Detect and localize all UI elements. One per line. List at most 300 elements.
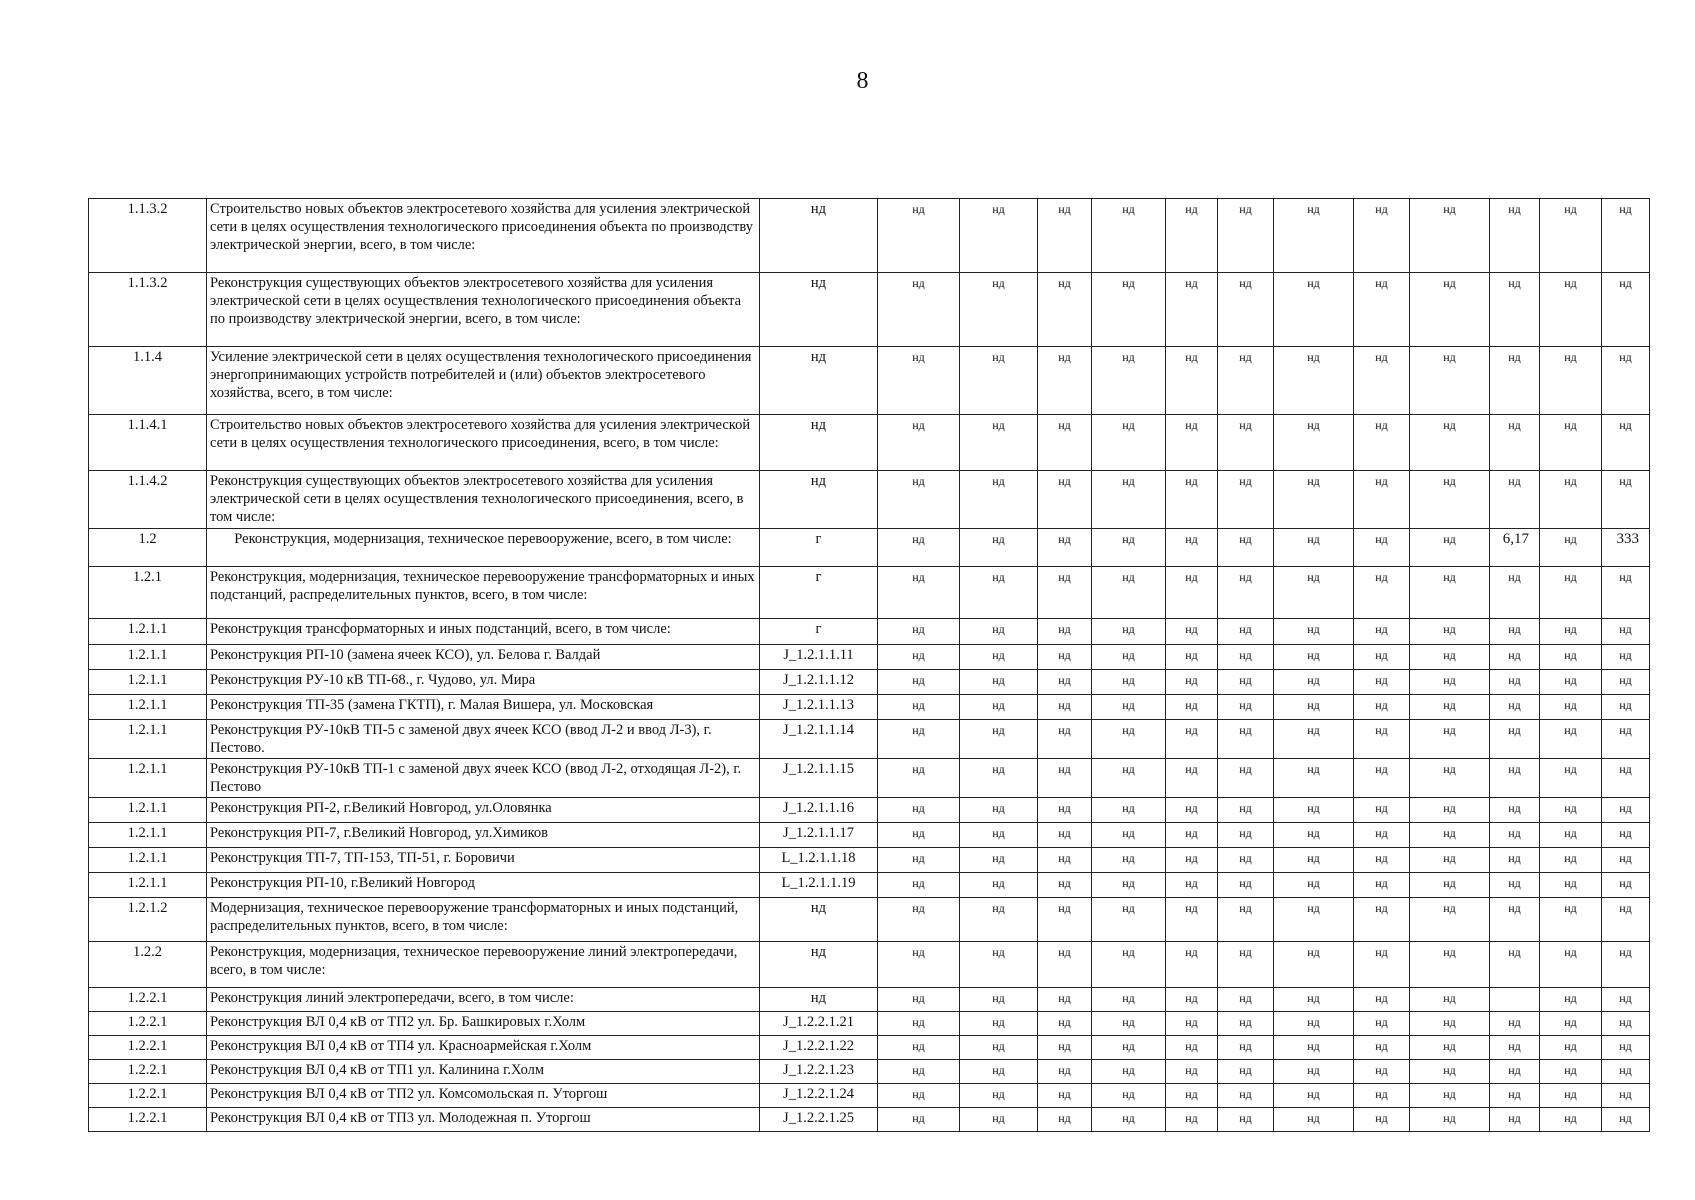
value-cell: нд xyxy=(960,619,1038,645)
value-cell: нд xyxy=(1092,347,1166,415)
value-cell: нд xyxy=(960,873,1038,898)
value-cell: нд xyxy=(1410,1012,1490,1036)
value-cell: нд xyxy=(1274,695,1354,720)
row-code-cell: L_1.2.1.1.19 xyxy=(760,873,878,898)
value-cell: нд xyxy=(1166,873,1218,898)
value-cell: нд xyxy=(878,1084,960,1108)
value-cell: нд xyxy=(1354,898,1410,942)
value-cell: нд xyxy=(1602,670,1650,695)
value-cell: нд xyxy=(1038,873,1092,898)
value-cell: нд xyxy=(1602,695,1650,720)
value-cell: нд xyxy=(1274,567,1354,619)
value-cell: нд xyxy=(1038,695,1092,720)
value-cell: нд xyxy=(1274,1108,1354,1132)
row-name-cell: Реконструкция РП-2, г.Великий Новгород, ул.Оловянка xyxy=(207,798,760,823)
value-cell: нд xyxy=(1602,720,1650,759)
value-cell: нд xyxy=(1602,347,1650,415)
value-cell: нд xyxy=(878,873,960,898)
row-name-cell: Реконструкция РУ-10кВ ТП-1 с заменой двух ячеек КСО (ввод Л-2, отходящая Л-2), г. Пестово xyxy=(207,759,760,798)
value-cell: нд xyxy=(1410,471,1490,529)
value-cell: нд xyxy=(960,798,1038,823)
value-cell: нд xyxy=(1274,798,1354,823)
value-cell: нд xyxy=(1218,529,1274,567)
row-number-cell: 1.2.1.1 xyxy=(89,720,207,759)
value-cell: нд xyxy=(1274,273,1354,347)
row-name-cell: Реконструкция РП-7, г.Великий Новгород, ул.Химиков xyxy=(207,823,760,848)
value-cell: нд xyxy=(1166,529,1218,567)
value-cell: нд xyxy=(1602,415,1650,471)
value-cell: нд xyxy=(878,619,960,645)
value-cell: нд xyxy=(1354,695,1410,720)
value-cell: нд xyxy=(1354,567,1410,619)
value-cell: нд xyxy=(1602,199,1650,273)
investment-program-table xyxy=(88,198,1650,1132)
value-cell: нд xyxy=(1166,199,1218,273)
row-name-cell: Реконструкция существующих объектов электросетевого хозяйства для усиления электрической сети в целях осуществления технологического присоединения объекта по производству электрической энергии, всего, в том числе: xyxy=(207,273,760,347)
value-cell: нд xyxy=(878,988,960,1012)
value-cell: нд xyxy=(1410,873,1490,898)
value-cell: нд xyxy=(1540,1084,1602,1108)
row-name-cell: Реконструкция ВЛ 0,4 кВ от ТП4 ул. Красноармейская г.Холм xyxy=(207,1036,760,1060)
value-cell: нд xyxy=(1092,1108,1166,1132)
value-cell: нд xyxy=(878,567,960,619)
value-cell: нд xyxy=(1038,988,1092,1012)
value-cell: нд xyxy=(960,645,1038,670)
value-cell: нд xyxy=(1354,798,1410,823)
value-cell: нд xyxy=(1092,720,1166,759)
value-cell: нд xyxy=(1354,1012,1410,1036)
value-cell: нд xyxy=(1274,1084,1354,1108)
value-cell: нд xyxy=(1354,471,1410,529)
value-cell: нд xyxy=(1540,670,1602,695)
row-number-cell: 1.1.4 xyxy=(89,347,207,415)
table-row xyxy=(89,670,1650,695)
value-cell: нд xyxy=(960,1084,1038,1108)
value-cell: нд xyxy=(960,1036,1038,1060)
row-name-cell: Реконструкция ВЛ 0,4 кВ от ТП3 ул. Молодежная п. Уторгош xyxy=(207,1108,760,1132)
value-cell: нд xyxy=(1218,1012,1274,1036)
row-number-cell: 1.1.4.1 xyxy=(89,415,207,471)
value-cell: нд xyxy=(1218,720,1274,759)
table-row xyxy=(89,619,1650,645)
value-cell: нд xyxy=(878,823,960,848)
row-name-cell: Реконструкция РП-10 (замена ячеек КСО), ул. Белова г. Валдай xyxy=(207,645,760,670)
value-cell: нд xyxy=(1092,988,1166,1012)
row-code-cell: J_1.2.1.1.11 xyxy=(760,645,878,670)
value-cell: нд xyxy=(1602,1036,1650,1060)
value-cell: нд xyxy=(1038,898,1092,942)
value-cell: нд xyxy=(1410,199,1490,273)
value-cell: нд xyxy=(1354,1084,1410,1108)
value-cell: нд xyxy=(1038,415,1092,471)
value-cell: нд xyxy=(1354,415,1410,471)
table-row xyxy=(89,798,1650,823)
value-cell: нд xyxy=(1490,873,1540,898)
value-cell: нд xyxy=(1540,347,1602,415)
value-cell: нд xyxy=(1038,798,1092,823)
value-cell: нд xyxy=(1092,415,1166,471)
value-cell: нд xyxy=(1092,798,1166,823)
value-cell: нд xyxy=(1354,619,1410,645)
table-row xyxy=(89,1060,1650,1084)
value-cell: нд xyxy=(1410,645,1490,670)
value-cell: нд xyxy=(1354,347,1410,415)
value-cell: нд xyxy=(1602,942,1650,988)
value-cell: нд xyxy=(1490,720,1540,759)
value-cell: нд xyxy=(1166,1060,1218,1084)
value-cell: нд xyxy=(1092,1060,1166,1084)
value-cell: нд xyxy=(878,529,960,567)
value-cell: нд xyxy=(1092,873,1166,898)
value-cell: нд xyxy=(1274,1060,1354,1084)
value-cell: нд xyxy=(1490,567,1540,619)
value-cell: нд xyxy=(1354,759,1410,798)
value-cell: нд xyxy=(1274,645,1354,670)
value-cell: нд xyxy=(1166,695,1218,720)
value-cell: нд xyxy=(1490,898,1540,942)
row-number-cell: 1.2.2.1 xyxy=(89,1084,207,1108)
value-cell: нд xyxy=(1490,798,1540,823)
table-row xyxy=(89,695,1650,720)
value-cell: нд xyxy=(1490,848,1540,873)
value-cell: нд xyxy=(1038,848,1092,873)
row-number-cell: 1.2.1.1 xyxy=(89,798,207,823)
value-cell: нд xyxy=(960,759,1038,798)
value-cell: нд xyxy=(1092,848,1166,873)
value-cell: нд xyxy=(878,670,960,695)
value-cell: нд xyxy=(1038,529,1092,567)
value-cell: нд xyxy=(1038,1108,1092,1132)
row-name-cell: Строительство новых объектов электросетевого хозяйства для усиления электрической сети в целях осуществления технологического присоединения объекта по производству электрической энергии, всего, в том числе: xyxy=(207,199,760,273)
value-cell: нд xyxy=(1166,823,1218,848)
value-cell: нд xyxy=(1540,273,1602,347)
value-cell: нд xyxy=(1218,1060,1274,1084)
row-code-cell: г xyxy=(760,529,878,567)
value-cell: нд xyxy=(1490,1108,1540,1132)
value-cell: нд xyxy=(1038,1036,1092,1060)
value-cell: нд xyxy=(1602,988,1650,1012)
value-cell: нд xyxy=(878,199,960,273)
value-cell: нд xyxy=(1218,670,1274,695)
value-cell: нд xyxy=(1166,848,1218,873)
value-cell: нд xyxy=(1274,199,1354,273)
value-cell: нд xyxy=(1274,823,1354,848)
table-row xyxy=(89,873,1650,898)
value-cell: нд xyxy=(1038,567,1092,619)
row-code-cell: J_1.2.2.1.23 xyxy=(760,1060,878,1084)
row-name-cell: Реконструкция ТП-7, ТП-153, ТП-51, г. Боровичи xyxy=(207,848,760,873)
value-cell: нд xyxy=(1410,720,1490,759)
value-cell: нд xyxy=(878,645,960,670)
value-cell: нд xyxy=(1540,823,1602,848)
value-cell: нд xyxy=(1602,898,1650,942)
value-cell: нд xyxy=(1410,1108,1490,1132)
value-cell: нд xyxy=(1602,1108,1650,1132)
row-number-cell: 1.2.2.1 xyxy=(89,1012,207,1036)
value-cell: нд xyxy=(1410,415,1490,471)
row-code-cell: нд xyxy=(760,415,878,471)
value-cell: нд xyxy=(1490,942,1540,988)
row-code-cell: нд xyxy=(760,273,878,347)
value-cell: нд xyxy=(878,347,960,415)
value-cell: 333 xyxy=(1602,529,1650,567)
value-cell: нд xyxy=(1218,273,1274,347)
value-cell: нд xyxy=(1274,759,1354,798)
value-cell: нд xyxy=(1092,1012,1166,1036)
value-cell: нд xyxy=(1092,529,1166,567)
row-code-cell: нд xyxy=(760,898,878,942)
row-code-cell: г xyxy=(760,619,878,645)
value-cell: нд xyxy=(1166,567,1218,619)
value-cell: нд xyxy=(1354,942,1410,988)
value-cell: нд xyxy=(1038,347,1092,415)
table-row xyxy=(89,199,1650,273)
value-cell: нд xyxy=(1602,848,1650,873)
value-cell: нд xyxy=(1540,645,1602,670)
value-cell: нд xyxy=(1092,199,1166,273)
table-row xyxy=(89,988,1650,1012)
row-code-cell: нд xyxy=(760,347,878,415)
value-cell: нд xyxy=(1410,567,1490,619)
table-row xyxy=(89,942,1650,988)
row-code-cell: г xyxy=(760,567,878,619)
row-name-cell: Реконструкция ВЛ 0,4 кВ от ТП2 ул. Комсомольская п. Уторгош xyxy=(207,1084,760,1108)
value-cell: нд xyxy=(1274,471,1354,529)
value-cell: нд xyxy=(1354,873,1410,898)
value-cell: нд xyxy=(1354,645,1410,670)
value-cell: нд xyxy=(1274,670,1354,695)
value-cell: нд xyxy=(1602,759,1650,798)
value-cell: нд xyxy=(1166,1084,1218,1108)
row-number-cell: 1.2.1.1 xyxy=(89,670,207,695)
row-name-cell: Реконструкция трансформаторных и иных подстанций, всего, в том числе: xyxy=(207,619,760,645)
value-cell: нд xyxy=(960,1060,1038,1084)
value-cell: нд xyxy=(1092,1036,1166,1060)
value-cell: нд xyxy=(1410,273,1490,347)
value-cell: нд xyxy=(878,798,960,823)
value-cell: нд xyxy=(1540,720,1602,759)
table-row xyxy=(89,720,1650,759)
value-cell: нд xyxy=(1602,798,1650,823)
table-row xyxy=(89,848,1650,873)
value-cell: нд xyxy=(1490,1084,1540,1108)
value-cell: нд xyxy=(1354,1108,1410,1132)
value-cell: нд xyxy=(1038,670,1092,695)
value-cell: нд xyxy=(878,759,960,798)
value-cell: нд xyxy=(1354,529,1410,567)
value-cell: нд xyxy=(1410,988,1490,1012)
value-cell: нд xyxy=(1166,645,1218,670)
row-number-cell: 1.2.1.1 xyxy=(89,848,207,873)
value-cell: нд xyxy=(1274,873,1354,898)
value-cell: нд xyxy=(1038,759,1092,798)
value-cell: нд xyxy=(1166,942,1218,988)
value-cell: нд xyxy=(960,273,1038,347)
row-name-cell: Реконструкция линий электропередачи, всего, в том числе: xyxy=(207,988,760,1012)
value-cell: нд xyxy=(1540,1036,1602,1060)
value-cell: нд xyxy=(1354,199,1410,273)
value-cell: нд xyxy=(1218,798,1274,823)
value-cell: нд xyxy=(1218,898,1274,942)
row-code-cell: нд xyxy=(760,199,878,273)
row-number-cell: 1.2.1.1 xyxy=(89,759,207,798)
row-code-cell: L_1.2.1.1.18 xyxy=(760,848,878,873)
row-number-cell: 1.2.2.1 xyxy=(89,988,207,1012)
value-cell: нд xyxy=(1490,199,1540,273)
value-cell: нд xyxy=(1274,720,1354,759)
value-cell: нд xyxy=(1092,823,1166,848)
value-cell: нд xyxy=(1218,759,1274,798)
table-row xyxy=(89,645,1650,670)
row-number-cell: 1.2.2.1 xyxy=(89,1036,207,1060)
value-cell: нд xyxy=(1166,798,1218,823)
value-cell: нд xyxy=(1540,942,1602,988)
value-cell: нд xyxy=(878,848,960,873)
value-cell: нд xyxy=(960,942,1038,988)
value-cell: нд xyxy=(1038,273,1092,347)
value-cell: нд xyxy=(1540,529,1602,567)
value-cell: нд xyxy=(1166,759,1218,798)
value-cell: нд xyxy=(1410,619,1490,645)
value-cell xyxy=(1490,988,1540,1012)
value-cell: нд xyxy=(1166,1012,1218,1036)
value-cell: нд xyxy=(1410,1060,1490,1084)
value-cell: нд xyxy=(1410,898,1490,942)
value-cell: нд xyxy=(960,670,1038,695)
value-cell: нд xyxy=(960,199,1038,273)
value-cell: нд xyxy=(1274,898,1354,942)
value-cell: нд xyxy=(1218,567,1274,619)
value-cell: нд xyxy=(1038,942,1092,988)
row-name-cell: Реконструкция, модернизация, техническое перевооружение линий электропередачи, всего, в том числе: xyxy=(207,942,760,988)
value-cell: нд xyxy=(1602,567,1650,619)
row-name-cell: Реконструкция ТП-35 (замена ГКТП), г. Малая Вишера, ул. Московская xyxy=(207,695,760,720)
value-cell: нд xyxy=(1540,759,1602,798)
value-cell: нд xyxy=(1540,873,1602,898)
value-cell: нд xyxy=(1354,823,1410,848)
value-cell: нд xyxy=(1166,273,1218,347)
value-cell: нд xyxy=(1166,670,1218,695)
value-cell: нд xyxy=(1092,942,1166,988)
row-number-cell: 1.2.2 xyxy=(89,942,207,988)
value-cell: нд xyxy=(960,1012,1038,1036)
value-cell: нд xyxy=(1602,471,1650,529)
value-cell: нд xyxy=(1092,645,1166,670)
value-cell: нд xyxy=(1218,415,1274,471)
value-cell: нд xyxy=(1602,1084,1650,1108)
row-number-cell: 1.2.1.1 xyxy=(89,823,207,848)
value-cell: нд xyxy=(1540,567,1602,619)
row-code-cell: J_1.2.2.1.22 xyxy=(760,1036,878,1060)
row-code-cell: J_1.2.1.1.17 xyxy=(760,823,878,848)
value-cell: нд xyxy=(1354,1036,1410,1060)
value-cell: нд xyxy=(878,415,960,471)
row-number-cell: 1.2.1.1 xyxy=(89,873,207,898)
value-cell: нд xyxy=(1038,1084,1092,1108)
value-cell: нд xyxy=(1218,823,1274,848)
table-row xyxy=(89,898,1650,942)
value-cell: нд xyxy=(1490,823,1540,848)
row-number-cell: 1.1.3.2 xyxy=(89,273,207,347)
value-cell: нд xyxy=(878,471,960,529)
row-code-cell: нд xyxy=(760,988,878,1012)
value-cell: нд xyxy=(878,942,960,988)
value-cell: нд xyxy=(1540,798,1602,823)
value-cell: нд xyxy=(960,720,1038,759)
value-cell: нд xyxy=(1038,1060,1092,1084)
value-cell: нд xyxy=(960,823,1038,848)
table-row xyxy=(89,347,1650,415)
value-cell: нд xyxy=(878,1012,960,1036)
value-cell: нд xyxy=(1274,415,1354,471)
value-cell: нд xyxy=(1410,695,1490,720)
value-cell: нд xyxy=(1602,873,1650,898)
value-cell: нд xyxy=(1540,415,1602,471)
value-cell: нд xyxy=(1410,759,1490,798)
value-cell: нд xyxy=(1166,471,1218,529)
value-cell: нд xyxy=(960,567,1038,619)
value-cell: нд xyxy=(1218,848,1274,873)
value-cell: нд xyxy=(1410,529,1490,567)
value-cell: нд xyxy=(1410,798,1490,823)
value-cell: нд xyxy=(1166,988,1218,1012)
row-code-cell: J_1.2.1.1.12 xyxy=(760,670,878,695)
value-cell: нд xyxy=(1410,670,1490,695)
row-number-cell: 1.2.2.1 xyxy=(89,1108,207,1132)
value-cell: нд xyxy=(960,347,1038,415)
row-name-cell: Реконструкция ВЛ 0,4 кВ от ТП1 ул. Калинина г.Холм xyxy=(207,1060,760,1084)
value-cell: нд xyxy=(1092,759,1166,798)
row-number-cell: 1.1.4.2 xyxy=(89,471,207,529)
row-number-cell: 1.2.1.2 xyxy=(89,898,207,942)
value-cell: нд xyxy=(1038,619,1092,645)
value-cell: нд xyxy=(960,471,1038,529)
value-cell: нд xyxy=(1218,1108,1274,1132)
value-cell: нд xyxy=(1490,619,1540,645)
value-cell: нд xyxy=(1540,848,1602,873)
row-code-cell: J_1.2.2.1.21 xyxy=(760,1012,878,1036)
value-cell: нд xyxy=(1354,720,1410,759)
value-cell: нд xyxy=(878,1036,960,1060)
value-cell: нд xyxy=(1092,695,1166,720)
value-cell: нд xyxy=(1490,1036,1540,1060)
table-body xyxy=(89,199,1650,1132)
value-cell: нд xyxy=(1092,273,1166,347)
value-cell: нд xyxy=(1274,848,1354,873)
row-name-cell: Реконструкция РП-10, г.Великий Новгород xyxy=(207,873,760,898)
value-cell: нд xyxy=(960,1108,1038,1132)
value-cell: нд xyxy=(1354,670,1410,695)
row-number-cell: 1.1.3.2 xyxy=(89,199,207,273)
row-name-cell: Реконструкция, модернизация, техническое перевооружение трансформаторных и иных подстанций, распределительных пунктов, всего, в том числе: xyxy=(207,567,760,619)
value-cell: нд xyxy=(960,695,1038,720)
value-cell: нд xyxy=(1166,347,1218,415)
value-cell: нд xyxy=(878,695,960,720)
row-name-cell: Реконструкция ВЛ 0,4 кВ от ТП2 ул. Бр. Башкировых г.Холм xyxy=(207,1012,760,1036)
value-cell: нд xyxy=(1218,1036,1274,1060)
value-cell: нд xyxy=(878,720,960,759)
table-row xyxy=(89,1012,1650,1036)
value-cell: нд xyxy=(1540,898,1602,942)
value-cell: нд xyxy=(1092,567,1166,619)
value-cell: нд xyxy=(1038,645,1092,670)
row-number-cell: 1.2.2.1 xyxy=(89,1060,207,1084)
value-cell: нд xyxy=(1274,942,1354,988)
value-cell: нд xyxy=(1490,759,1540,798)
value-cell: нд xyxy=(960,415,1038,471)
value-cell: нд xyxy=(1602,823,1650,848)
table-row xyxy=(89,1084,1650,1108)
